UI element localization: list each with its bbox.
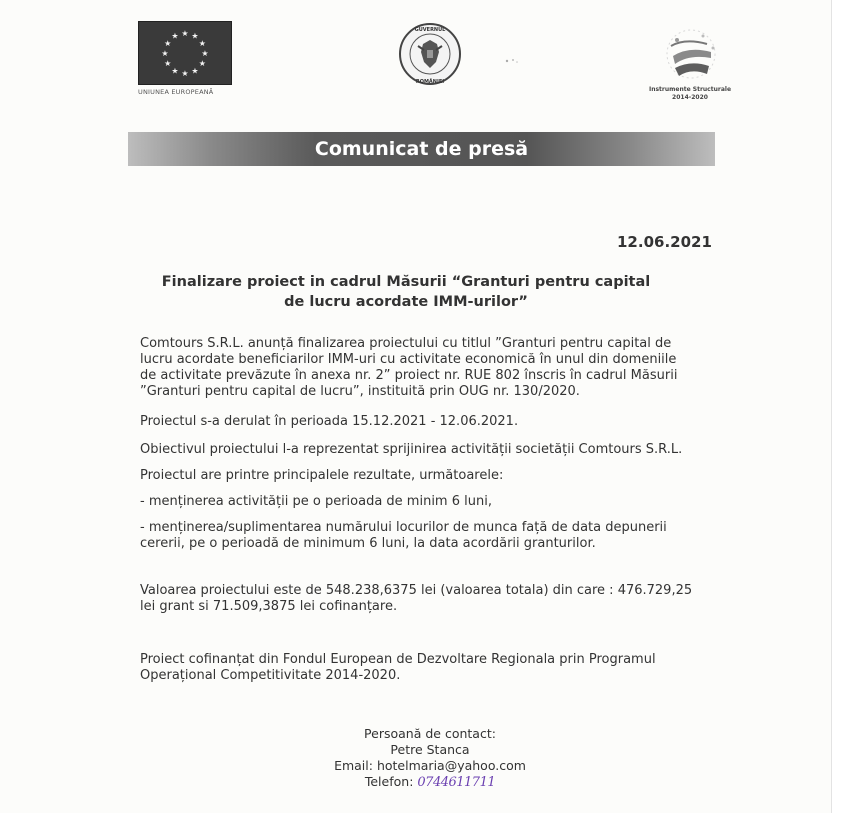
eu-caption: UNIUNEA EUROPEANĂ [138, 88, 214, 96]
result-bullet-2-line-2: cererii, pe o perioadă de minimum 6 luni, la data acordării granturilor. [140, 536, 596, 551]
project-value-line-2: lei grant si 71.509,3875 lei cofinanțare. [140, 599, 398, 614]
project-period: Proiectul s-a derulat în perioada 15.12.2021 - 12.06.2021. [140, 414, 519, 429]
eu-star-icon: ★ [171, 66, 179, 76]
scan-specks [505, 58, 519, 64]
eu-star-icon: ★ [164, 39, 172, 48]
structural-instruments-globe-icon [655, 24, 725, 86]
eu-star-icon: ★ [181, 29, 189, 38]
results-intro: Proiectul are printre principalele rezultate, următoarele: [140, 468, 504, 483]
project-value-line-1: Valoarea proiectului este de 548.238,6375 lei (valoarea totala) din care : 476.729,25 [140, 583, 693, 598]
contact-phone-row [320, 774, 540, 791]
eu-star-icon: ★ [164, 59, 172, 68]
project-objective: Obiectivul proiectului l-a reprezentat sprijinirea activității societății Comtours S.R.L. [140, 442, 683, 457]
paragraph-1-line-3: de activitate prevăzute în anexa nr. 2” proiect nr. RUE 802 înscris în cadrul Măsurii [140, 368, 678, 383]
eu-stars-flag-icon [138, 21, 232, 85]
email-label: Email: [334, 758, 373, 773]
email-value[interactable]: hotelmaria@yahoo.com [376, 758, 526, 773]
contact-email-row [320, 758, 540, 774]
is-caption-line1: Instrumente Structurale [648, 86, 732, 93]
release-date: 12.06.2021 [617, 233, 712, 251]
svg-text:GUVERNUL: GUVERNUL [414, 27, 446, 33]
eu-star-icon: ★ [191, 31, 199, 41]
eu-star-icon: ★ [171, 31, 179, 41]
result-bullet-2-line-1: - menținerea/suplimentarea numărului locurilor de munca față de data depunerii [140, 520, 667, 535]
is-caption-line2: 2014-2020 [672, 94, 708, 101]
press-release-banner: Comunicat de presă [128, 132, 715, 166]
title-line-2: de lucru acordate IMM-urilor” [284, 294, 528, 310]
cofinancing-line-2: Operațional Competitivitate 2014-2020. [140, 668, 401, 683]
eu-star-icon: ★ [198, 59, 206, 68]
eu-logo [138, 21, 232, 96]
structural-instruments-logo [640, 24, 740, 102]
phone-label: Telefon: [364, 774, 414, 789]
svg-text:ROMÂNIEI: ROMÂNIEI [415, 79, 445, 85]
result-bullet-1: - menținerea activității pe o perioada de minim 6 luni, [140, 494, 492, 509]
phone-value-handwritten[interactable]: 0744611711 [417, 775, 496, 790]
cofinancing-line-1: Proiect cofinanțat din Fondul European de Dezvoltare Regionala prin Programul [140, 652, 656, 667]
eu-star-icon: ★ [198, 39, 206, 48]
paragraph-1-line-1: Comtours S.R.L. anunță finalizarea proiectului cu titlul ”Granturi pentru capital de [140, 336, 672, 351]
eu-star-icon: ★ [161, 49, 169, 58]
eu-star-icon: ★ [201, 49, 209, 58]
eu-star-icon: ★ [191, 66, 199, 76]
paragraph-1-line-2: lucru acordate beneficiarilor IMM-uri cu activitate economică în unul din domeniile [140, 352, 677, 367]
document-title [146, 272, 666, 312]
title-line-1: Finalizare proiect in cadrul Măsurii “Granturi pentru capital [161, 274, 651, 290]
contact-block [320, 726, 540, 791]
eu-star-icon: ★ [181, 69, 189, 78]
contact-heading: Persoană de contact: [364, 726, 496, 741]
romanian-government-seal-icon [398, 22, 462, 86]
contact-name: Petre Stanca [390, 742, 470, 757]
paragraph-1-line-4: ”Granturi pentru capital de lucru”, instituită prin OUG nr. 130/2020. [140, 384, 580, 399]
scan-margin [831, 0, 849, 813]
